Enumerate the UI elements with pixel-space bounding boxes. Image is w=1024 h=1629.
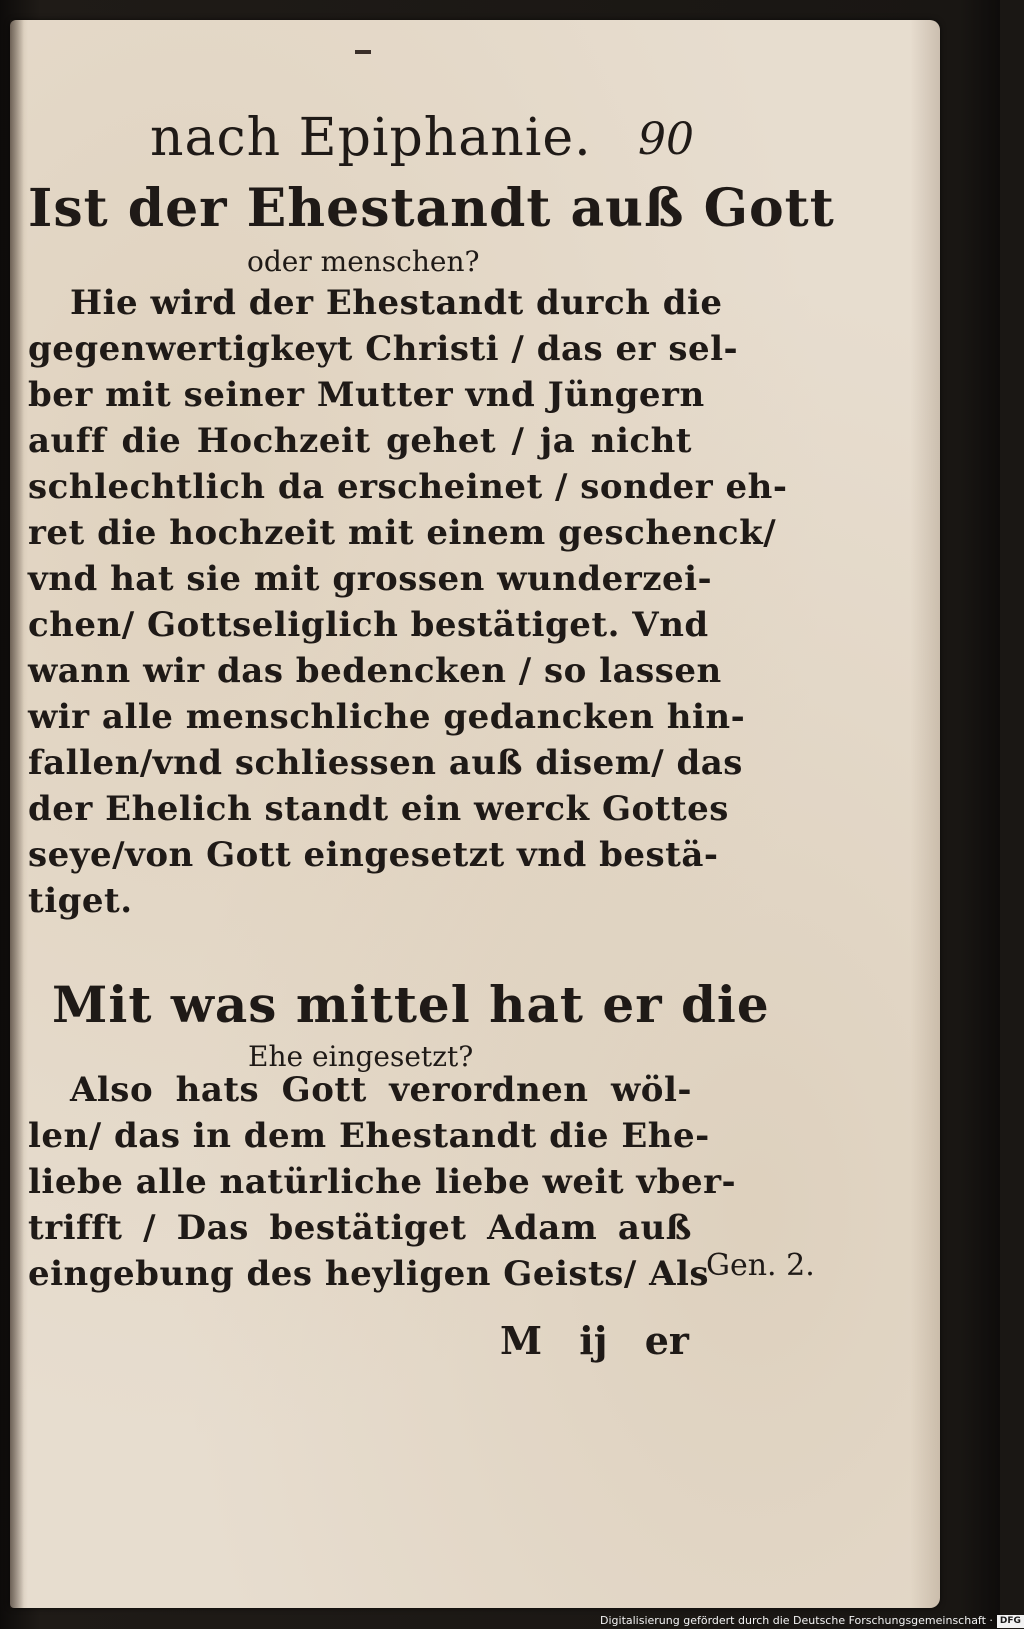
section-heading-1: Ist der Ehestandt auß Gott xyxy=(28,178,835,239)
body-line: ret die hochzeit mit einem geschenck/ xyxy=(28,513,777,553)
margin-note: Gen. 2. xyxy=(706,1248,815,1283)
body-line: auff die Hochzeit gehet / ja nicht xyxy=(28,421,692,461)
section-subheading-2: Ehe eingesetzt? xyxy=(248,1040,474,1073)
page-number: 90 xyxy=(638,114,694,165)
body-line: len/ das in dem Ehestandt die Ehe- xyxy=(28,1116,710,1156)
digitization-credit xyxy=(600,1612,1024,1629)
body-line: trifft / Das bestätiget Adam auß xyxy=(28,1208,692,1248)
body-line: tiget. xyxy=(28,881,133,921)
running-head: nach Epiphanie. xyxy=(150,108,592,168)
body-line: eingebung des heyligen Geists/ Als xyxy=(28,1254,710,1294)
body-line: wir alle menschliche gedancken hin- xyxy=(28,697,746,737)
credit-text: Digitalisierung gefördert durch die Deutsche Forschungsgemeinschaft · xyxy=(600,1614,993,1627)
body-line: der Ehelich standt ein werck Gottes xyxy=(28,789,729,829)
body-line: schlechtlich da erscheinet / sonder eh- xyxy=(28,467,788,507)
section-heading-2: Mit was mittel hat er die xyxy=(52,975,770,1034)
page-spine-shadow xyxy=(10,20,24,1608)
body-line: vnd hat sie mit grossen wunderzei- xyxy=(28,559,713,599)
catchword: M ij er xyxy=(500,1318,689,1363)
body-line: fallen/vnd schliessen auß disem/ das xyxy=(28,743,743,783)
body-line: ber mit seiner Mutter vnd Jüngern xyxy=(28,375,705,415)
body-line: gegenwertigkeyt Christi / das er sel- xyxy=(28,329,739,369)
body-line: Hie wird der Ehestandt durch die xyxy=(70,283,723,323)
body-line: seye/von Gott eingesetzt vnd bestä- xyxy=(28,835,719,875)
body-line: liebe alle natürliche liebe weit vber- xyxy=(28,1162,737,1202)
body-line: chen/ Gottseliglich bestätiget. Vnd xyxy=(28,605,709,645)
body-line: Also hats Gott verordnen wöl- xyxy=(70,1070,692,1110)
page-top-mark xyxy=(355,50,371,54)
body-line: wann wir das bedencken / so lassen xyxy=(28,651,722,691)
dfg-logo: DFG xyxy=(997,1615,1024,1628)
section-subheading-1: oder menschen? xyxy=(247,245,480,278)
